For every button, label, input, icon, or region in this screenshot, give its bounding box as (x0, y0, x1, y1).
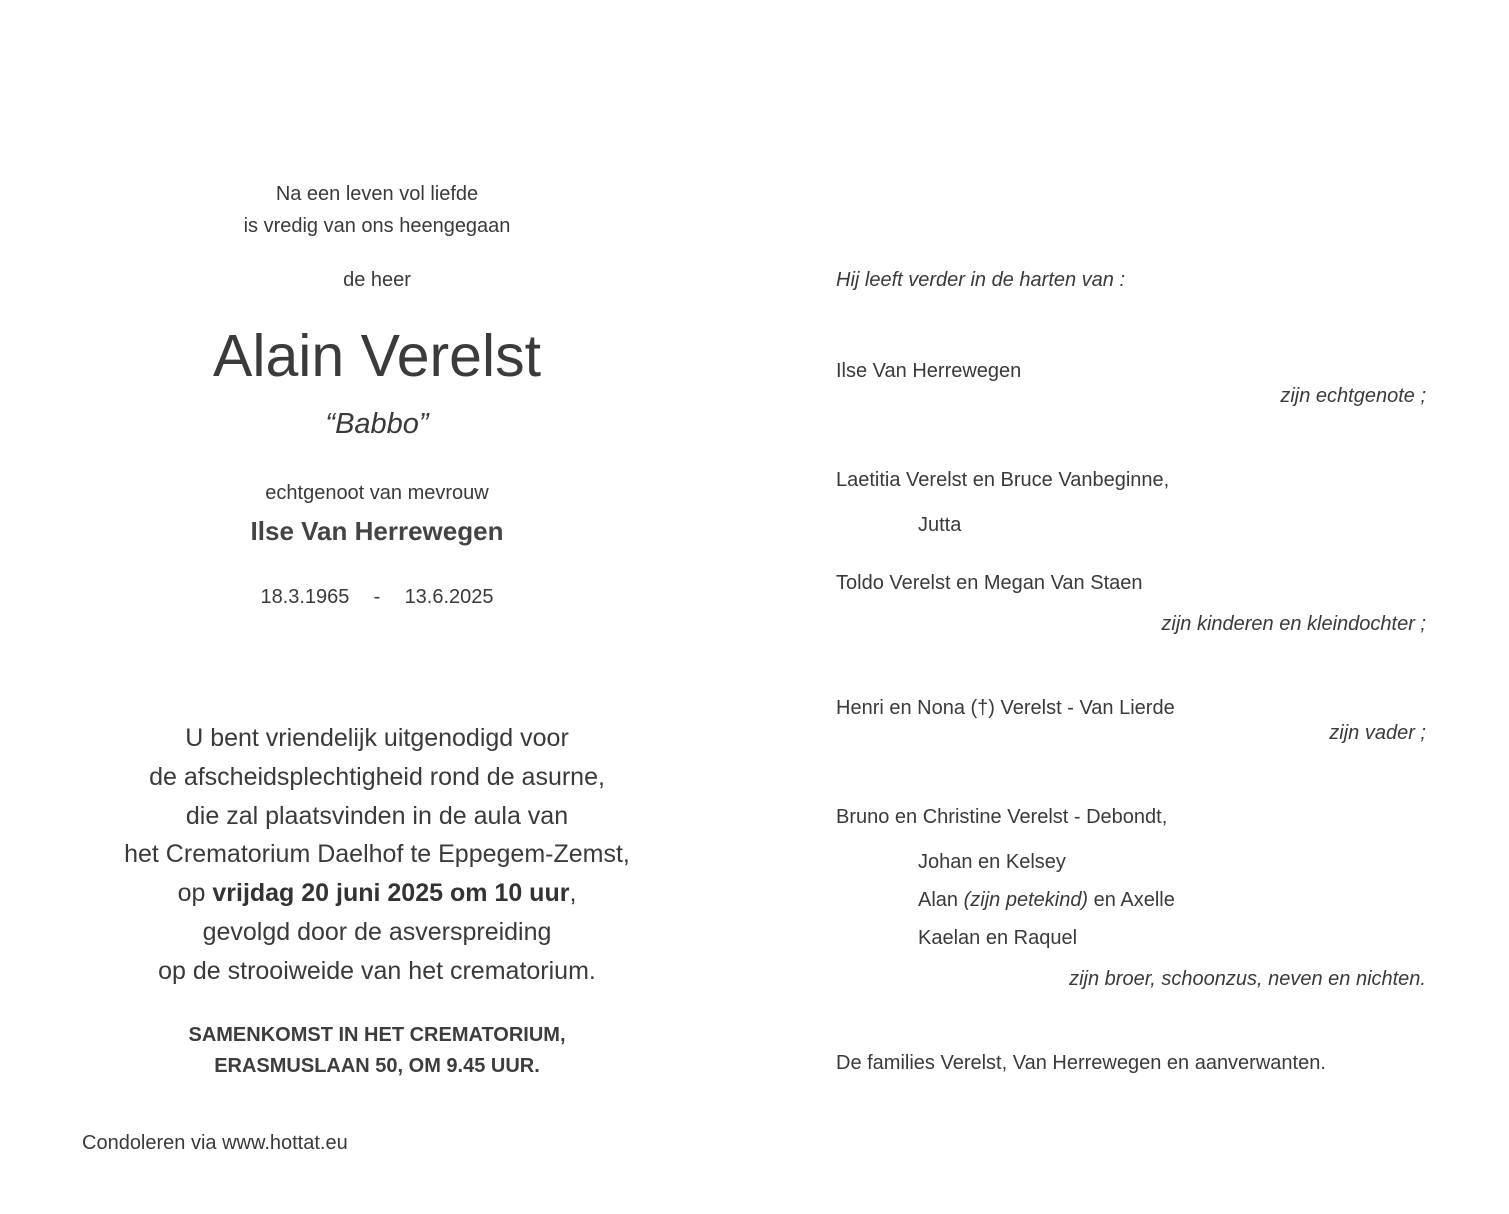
nephew-note: (zijn petekind) (963, 889, 1089, 911)
relation-spouse: zijn echtgenote ; (1280, 385, 1426, 407)
survivor-grandchild: Jutta (918, 514, 962, 536)
survivor-nephew: Johan en Kelsey (918, 851, 1066, 873)
spouse-name: Ilse Van Herrewegen (250, 516, 504, 546)
invitation-line: het Crematorium Daelhof te Eppegem-Zemst, (124, 840, 630, 869)
intro-text (70, 178, 684, 242)
survivors-heading: Hij leeft verder in de harten van : (836, 269, 1126, 291)
invitation-text (70, 719, 684, 991)
condolence-link: Condoleren via www.hottat.eu (82, 1132, 348, 1154)
date-separator: - (373, 586, 381, 608)
invitation-line: gevolgd door de asverspreiding (202, 917, 552, 946)
invitation-line: de afscheidsplechtigheid rond de asurne, (149, 762, 605, 791)
families-line: De families Verelst, Van Herrewegen en aanverwanten. (836, 1052, 1326, 1074)
survivor-nephew: Kaelan en Raquel (918, 927, 1078, 949)
intro-line: is vredig van ons heengegaan (243, 215, 511, 237)
survivor-child: Laetitia Verelst en Bruce Vanbeginne, (836, 469, 1170, 491)
relation-father: zijn vader ; (1329, 722, 1426, 744)
gathering-line: ERASMUSLAAN 50, OM 9.45 UUR. (214, 1055, 540, 1077)
gathering-info (70, 1020, 684, 1082)
invitation-line (70, 874, 684, 913)
gathering-line: SAMENKOMST IN HET CREMATORIUM, (188, 1024, 566, 1046)
ceremony-datetime: vrijdag 20 juni 2025 om 10 uur (212, 879, 570, 908)
survivor-nephew (918, 889, 1175, 912)
invitation-line: U bent vriendelijk uitgenodigd voor (185, 724, 569, 752)
invitation-line: op de strooiweide van het crematorium. (158, 956, 596, 985)
life-dates (70, 586, 684, 609)
survivor-father: Henri en Nona (†) Verelst - Van Lierde (836, 697, 1175, 719)
title-prefix: de heer (343, 269, 411, 291)
deceased-name: Alain Verelst (213, 323, 541, 389)
birth-date: 18.3.1965 (260, 586, 350, 608)
nickname: “Babbo” (325, 408, 429, 440)
nephew-name: Alan (918, 889, 964, 911)
invitation-line: die zal plaatsvinden in de aula van (185, 801, 569, 830)
survivor-spouse: Ilse Van Herrewegen (836, 360, 1022, 382)
invitation-prefix: op (177, 879, 213, 908)
survivor-brother: Bruno en Christine Verelst - Debondt, (836, 806, 1168, 828)
invitation-suffix: , (569, 879, 577, 908)
intro-line: Na een leven vol liefde (275, 183, 479, 205)
relation-brother: zijn broer, schoonzus, neven en nichten. (1069, 968, 1426, 990)
survivor-child: Toldo Verelst en Megan Van Staen (836, 572, 1143, 594)
spouse-label: echtgenoot van mevrouw (265, 482, 489, 504)
death-date: 13.6.2025 (404, 586, 494, 608)
relation-children: zijn kinderen en kleindochter ; (1161, 613, 1426, 635)
nephew-partner: en Axelle (1088, 889, 1175, 911)
